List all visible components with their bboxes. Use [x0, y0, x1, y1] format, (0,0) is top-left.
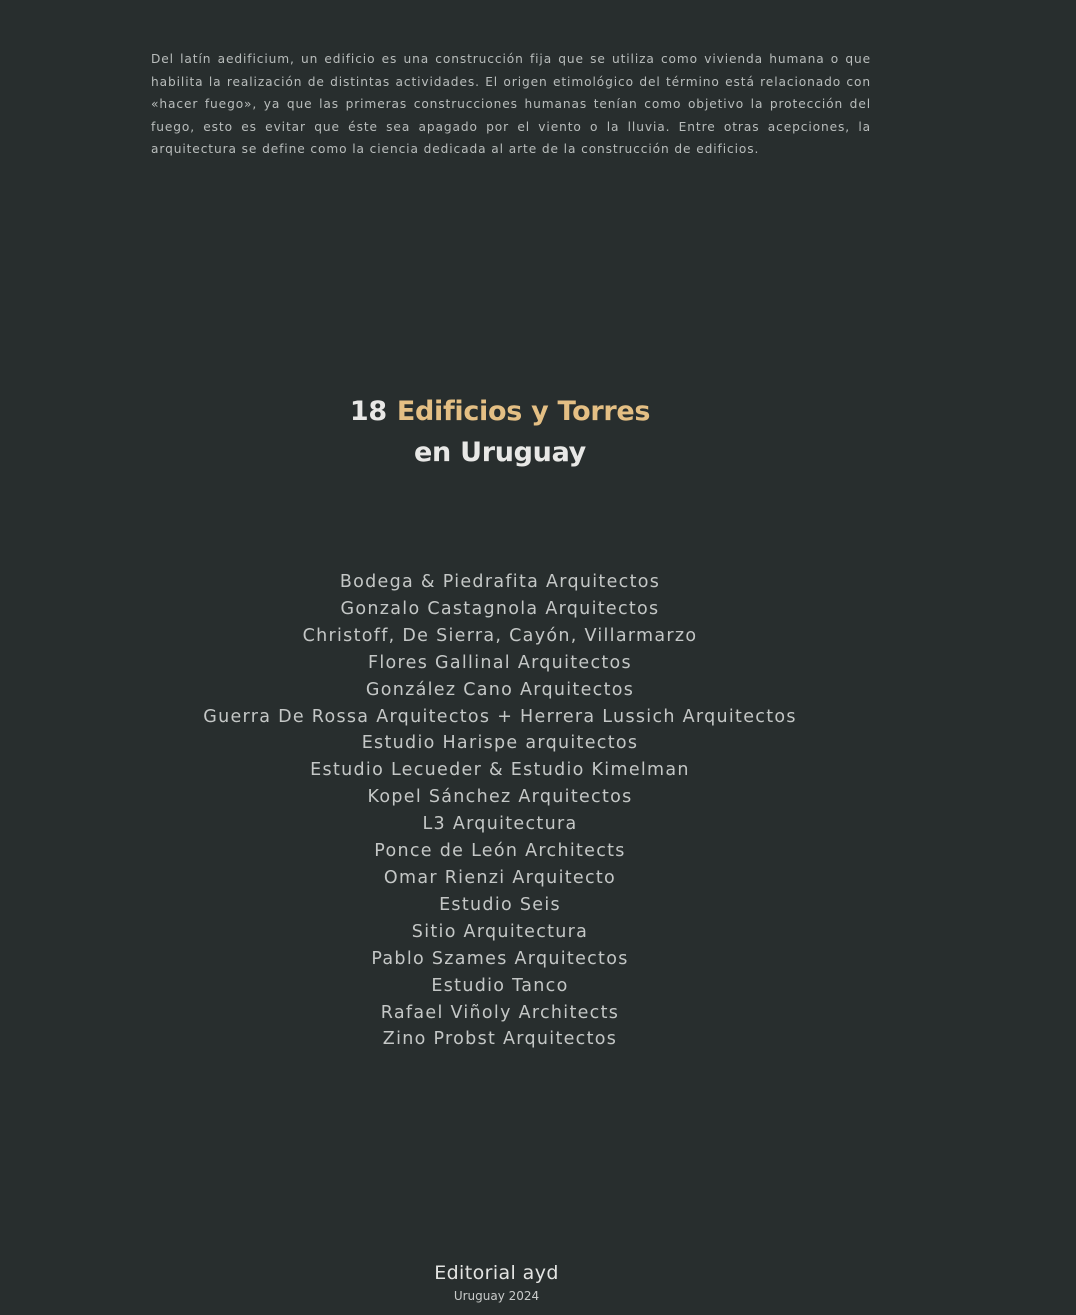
firm-item: Flores Gallinal Arquitectos: [368, 652, 632, 673]
firm-item: Estudio Seis: [439, 894, 561, 915]
firm-item: González Cano Arquitectos: [365, 679, 635, 700]
firm-item: Guerra De Rossa Arquitectos + Herrera Lussich Arquitectos: [203, 706, 797, 727]
firm-item: Pablo Szames Arquitectos: [371, 948, 629, 969]
firm-item: Ponce de León Architects: [374, 841, 626, 862]
firm-item: Zino Probst Arquitectos: [382, 1029, 618, 1050]
title-number: 18: [349, 396, 387, 427]
firm-item: Sitio Arquitectura: [411, 921, 589, 942]
book-title: [0, 392, 1000, 432]
firm-item: Estudio Tanco: [431, 975, 569, 996]
firm-item: Rafael Viñoly Architects: [380, 1002, 620, 1023]
architect-firm-list: [0, 569, 1000, 1053]
firm-item: Christoff, De Sierra, Cayón, Villarmarzo: [302, 625, 698, 646]
firm-item: Estudio Lecueder & Estudio Kimelman: [310, 760, 690, 781]
firm-item: Bodega & Piedrafita Arquitectos: [339, 572, 661, 592]
title-accent: Edificios y Torres: [396, 396, 651, 427]
title-line-2: en Uruguay: [414, 437, 586, 468]
firm-item: Kopel Sánchez Arquitectos: [367, 787, 633, 808]
firm-item: Gonzalo Castagnola Arquitectos: [340, 598, 660, 619]
publisher-name: Editorial ayd: [434, 1262, 559, 1284]
firm-item: Estudio Harispe arquitectos: [361, 733, 639, 754]
firm-item: L3 Arquitectura: [422, 814, 578, 835]
publisher-place-year: Uruguay 2024: [453, 1289, 540, 1303]
intro-paragraph: Del latín aedificium, un edificio es una construcción fija que se utiliza como vivienda humana o que habilita la realización de distintas actividades. El origen etimológico del término está relacionado con «hacer fuego», ya que las primeras construcciones humanas tenían como objetivo la protección del fuego, esto es evitar que éste sea apagado por el viento o la lluvia. Entre otras acepciones, la arquitectura se define como la ciencia dedicada al arte de la construcción de edificios.: [151, 52, 871, 156]
firm-item: Omar Rienzi Arquitecto: [383, 867, 617, 888]
